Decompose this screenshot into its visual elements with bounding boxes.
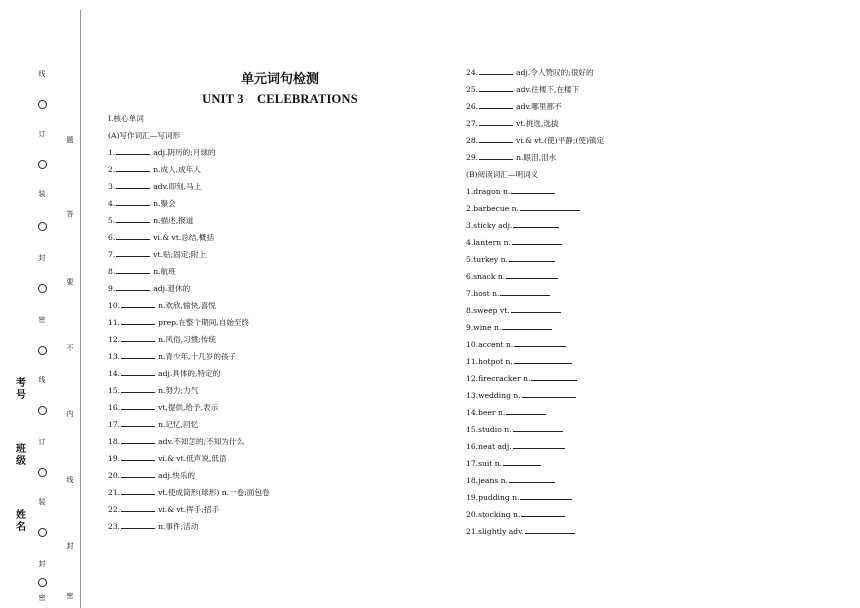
item-gloss: vi.& vt.低声说,低语 bbox=[158, 454, 227, 463]
meaning-blank[interactable] bbox=[513, 218, 559, 228]
vocab-item bbox=[466, 81, 604, 98]
item-gloss: adj.令人赞叹的;很好的 bbox=[516, 68, 594, 77]
seal-circle bbox=[38, 528, 47, 537]
seal-char: 装 bbox=[38, 190, 46, 198]
vocab-item bbox=[108, 518, 270, 535]
item-number: 16. bbox=[108, 403, 121, 412]
vocab-item bbox=[108, 144, 270, 161]
page-title: 单元词句检测 bbox=[240, 72, 319, 87]
seal-char: 内 bbox=[66, 410, 74, 418]
reading-item bbox=[466, 489, 604, 506]
reading-item bbox=[466, 217, 604, 234]
meaning-blank[interactable] bbox=[513, 422, 563, 432]
seal-char: 答 bbox=[66, 210, 74, 218]
vocab-item bbox=[108, 450, 270, 467]
item-number: 27. bbox=[466, 119, 479, 128]
meaning-blank[interactable] bbox=[500, 286, 550, 296]
seal-circle bbox=[38, 406, 47, 415]
seal-circle bbox=[38, 468, 47, 477]
name-label: 姓名 bbox=[16, 510, 26, 533]
answer-blank[interactable] bbox=[479, 82, 513, 92]
vocab-item bbox=[108, 365, 270, 382]
seal-char: 线 bbox=[66, 476, 74, 484]
reading-word: 7.host n. bbox=[466, 289, 500, 298]
meaning-blank[interactable] bbox=[506, 269, 558, 279]
answer-blank[interactable] bbox=[121, 349, 155, 359]
seal-char: 封 bbox=[38, 254, 46, 262]
item-gloss: n.记忆,回忆 bbox=[158, 420, 199, 429]
reading-word: 14.beer n. bbox=[466, 408, 506, 417]
answer-blank[interactable] bbox=[121, 366, 155, 376]
item-gloss: vi.& vt.总结,概括 bbox=[153, 233, 215, 242]
item-number: 2. bbox=[108, 165, 116, 174]
answer-blank[interactable] bbox=[479, 150, 513, 160]
answer-blank[interactable] bbox=[121, 400, 155, 410]
vocab-item bbox=[108, 229, 270, 246]
reading-item bbox=[466, 404, 604, 421]
part-a-heading: (A)写作词汇—写词形 bbox=[108, 131, 181, 140]
reading-item bbox=[466, 370, 604, 387]
reading-item bbox=[466, 523, 604, 540]
item-gloss: adj.快乐的 bbox=[158, 471, 196, 480]
meaning-blank[interactable] bbox=[511, 303, 561, 313]
seal-circle bbox=[38, 160, 47, 169]
answer-blank[interactable] bbox=[121, 417, 155, 427]
vocab-item bbox=[108, 484, 270, 501]
item-gloss: prep.在整个期间,自始至终 bbox=[158, 318, 250, 327]
vocab-item bbox=[108, 280, 270, 297]
meaning-blank[interactable] bbox=[502, 320, 552, 330]
meaning-blank[interactable] bbox=[513, 439, 565, 449]
answer-blank[interactable] bbox=[121, 502, 155, 512]
meaning-blank[interactable] bbox=[525, 524, 575, 534]
answer-blank[interactable] bbox=[116, 162, 150, 172]
vocab-item bbox=[108, 467, 270, 484]
seal-char: 订 bbox=[38, 130, 46, 138]
item-number: 23. bbox=[108, 522, 121, 531]
reading-word: 10.accent n. bbox=[466, 340, 514, 349]
item-number: 21. bbox=[108, 488, 121, 497]
item-number: 5. bbox=[108, 216, 116, 225]
item-number: 1. bbox=[108, 148, 116, 157]
item-number: 24. bbox=[466, 68, 479, 77]
answer-blank[interactable] bbox=[121, 332, 155, 342]
item-number: 12. bbox=[108, 335, 121, 344]
item-gloss: n.聚会 bbox=[153, 199, 176, 208]
item-gloss: adv.不知怎的;不知为什么 bbox=[158, 437, 245, 446]
seal-line-inner bbox=[63, 0, 77, 608]
reading-item bbox=[466, 506, 604, 523]
vocab-item bbox=[108, 263, 270, 280]
answer-blank[interactable] bbox=[479, 133, 513, 143]
seal-circle bbox=[38, 222, 47, 231]
item-number: 6. bbox=[108, 233, 116, 242]
vocab-item bbox=[108, 314, 270, 331]
answer-blank[interactable] bbox=[116, 145, 150, 155]
left-column bbox=[108, 110, 270, 535]
reading-word: 4.lantern n. bbox=[466, 238, 511, 247]
vocab-item bbox=[108, 331, 270, 348]
item-number: 8. bbox=[108, 267, 116, 276]
answer-blank[interactable] bbox=[121, 468, 155, 478]
item-gloss: vi.& vt.(使)平静;(使)镇定 bbox=[516, 136, 605, 145]
seal-circle bbox=[38, 578, 47, 587]
meaning-blank[interactable] bbox=[514, 354, 572, 364]
meaning-blank[interactable] bbox=[511, 184, 555, 194]
answer-blank[interactable] bbox=[116, 179, 150, 189]
seal-char: 不 bbox=[66, 344, 74, 352]
item-gloss: adv.往楼下,在楼下 bbox=[516, 85, 580, 94]
reading-word: 6.snack n. bbox=[466, 272, 506, 281]
seal-circle bbox=[38, 346, 47, 355]
seal-char: 线 bbox=[38, 376, 46, 384]
vocab-item bbox=[108, 416, 270, 433]
reading-item bbox=[466, 302, 604, 319]
answer-blank[interactable] bbox=[116, 196, 150, 206]
reading-item bbox=[466, 251, 604, 268]
section-heading: Ⅰ.核心单词 bbox=[108, 114, 144, 123]
answer-blank[interactable] bbox=[116, 247, 150, 257]
answer-blank[interactable] bbox=[121, 383, 155, 393]
item-gloss: vt.使成筒形(球形) n.一卷;面包卷 bbox=[158, 488, 270, 497]
item-gloss: n.欢欣,愉快,喜悦 bbox=[158, 301, 216, 310]
answer-blank[interactable] bbox=[116, 213, 150, 223]
answer-blank[interactable] bbox=[121, 451, 155, 461]
seal-char: 题 bbox=[66, 136, 74, 144]
item-gloss: adj.具体的,特定的 bbox=[158, 369, 221, 378]
meaning-blank[interactable] bbox=[514, 337, 566, 347]
reading-word: 3.sticky adj. bbox=[466, 221, 513, 230]
vocab-item bbox=[108, 178, 270, 195]
item-gloss: adj.退休的 bbox=[153, 284, 191, 293]
meaning-blank[interactable] bbox=[522, 388, 576, 398]
meaning-blank[interactable] bbox=[521, 507, 565, 517]
reading-item bbox=[466, 387, 604, 404]
item-gloss: adv.即刻,马上 bbox=[153, 182, 202, 191]
vocab-item bbox=[108, 382, 270, 399]
reading-item bbox=[466, 285, 604, 302]
answer-blank[interactable] bbox=[479, 99, 513, 109]
vocab-item bbox=[108, 161, 270, 178]
vocab-item bbox=[466, 149, 604, 166]
meaning-blank[interactable] bbox=[512, 235, 562, 245]
seal-circle bbox=[38, 100, 47, 109]
reading-item bbox=[466, 183, 604, 200]
seal-circle bbox=[38, 284, 47, 293]
seal-char: 线 bbox=[38, 70, 46, 78]
item-number: 11. bbox=[108, 318, 121, 327]
seal-char: 密 bbox=[66, 592, 74, 600]
item-number: 3. bbox=[108, 182, 116, 191]
item-number: 4. bbox=[108, 199, 116, 208]
answer-blank[interactable] bbox=[116, 230, 150, 240]
reading-item bbox=[466, 319, 604, 336]
item-number: 15. bbox=[108, 386, 121, 395]
item-number: 26. bbox=[466, 102, 479, 111]
item-gloss: n.描述,报道 bbox=[153, 216, 194, 225]
item-number: 20. bbox=[108, 471, 121, 480]
reading-item bbox=[466, 336, 604, 353]
item-number: 22. bbox=[108, 505, 121, 514]
item-number: 19. bbox=[108, 454, 121, 463]
item-number: 13. bbox=[108, 352, 121, 361]
reading-item bbox=[466, 353, 604, 370]
reading-item bbox=[466, 268, 604, 285]
item-gloss: n.航班 bbox=[153, 267, 176, 276]
seal-char: 封 bbox=[38, 560, 46, 568]
answer-blank[interactable] bbox=[121, 434, 155, 444]
seal-char: 要 bbox=[66, 278, 74, 286]
seal-char: 密 bbox=[38, 316, 46, 324]
item-gloss: vi.& vt.挥手;招手 bbox=[158, 505, 220, 514]
item-gloss: n.努力;力气 bbox=[158, 386, 199, 395]
vocab-item bbox=[466, 132, 604, 149]
item-gloss: adj.阴历的;月球的 bbox=[153, 148, 216, 157]
vocab-item bbox=[108, 297, 270, 314]
item-gloss: vt.挑选,选拔 bbox=[516, 119, 559, 128]
reading-word: 1.dragon n. bbox=[466, 187, 511, 196]
item-number: 18. bbox=[108, 437, 121, 446]
vocab-item bbox=[466, 115, 604, 132]
meaning-blank[interactable] bbox=[509, 252, 555, 262]
item-number: 14. bbox=[108, 369, 121, 378]
reading-item bbox=[466, 472, 604, 489]
item-gloss: adv.哪里都不 bbox=[516, 102, 562, 111]
item-gloss: n.青少年,十几岁的孩子 bbox=[158, 352, 237, 361]
meaning-blank[interactable] bbox=[520, 201, 580, 211]
meaning-blank[interactable] bbox=[520, 490, 572, 500]
exam-number-label: 考号 bbox=[16, 378, 26, 401]
answer-blank[interactable] bbox=[121, 485, 155, 495]
item-number: 17. bbox=[108, 420, 121, 429]
vocab-item bbox=[466, 64, 604, 81]
seal-char: 密 bbox=[38, 594, 46, 602]
seal-char: 装 bbox=[38, 498, 46, 506]
reading-word: 17.suit n. bbox=[466, 459, 503, 468]
reading-item bbox=[466, 438, 604, 455]
item-number: 7. bbox=[108, 250, 116, 259]
reading-word: 16.neat adj. bbox=[466, 442, 512, 451]
reading-item bbox=[466, 455, 604, 472]
vocab-item bbox=[108, 195, 270, 212]
item-number: 29. bbox=[466, 153, 479, 162]
item-gloss: n.成人,成年人 bbox=[153, 165, 201, 174]
answer-blank[interactable] bbox=[479, 116, 513, 126]
unit-title: UNIT 3 CELEBRATIONS bbox=[202, 92, 358, 106]
vocab-item bbox=[108, 399, 270, 416]
reading-item bbox=[466, 200, 604, 217]
vocab-item bbox=[108, 246, 270, 263]
meaning-blank[interactable] bbox=[531, 371, 577, 381]
vocab-item bbox=[466, 98, 604, 115]
item-number: 28. bbox=[466, 136, 479, 145]
reading-word: 18.jeans n. bbox=[466, 476, 508, 485]
vocab-item bbox=[108, 212, 270, 229]
class-label: 班级 bbox=[16, 444, 26, 467]
item-gloss: n.眼泪,泪水 bbox=[516, 153, 557, 162]
answer-blank[interactable] bbox=[479, 65, 513, 75]
item-number: 9. bbox=[108, 284, 116, 293]
item-gloss: n.事件;活动 bbox=[158, 522, 199, 531]
answer-blank[interactable] bbox=[121, 315, 155, 325]
part-b-heading: (B)阅读词汇—明词义 bbox=[466, 170, 539, 179]
reading-word: 8.sweep vt. bbox=[466, 306, 510, 315]
item-number: 10. bbox=[108, 301, 121, 310]
reading-word: 19.pudding n. bbox=[466, 493, 520, 502]
reading-word: 15.studio n. bbox=[466, 425, 512, 434]
reading-word: 11.hotpot n. bbox=[466, 357, 513, 366]
item-gloss: n.风俗,习惯;传统 bbox=[158, 335, 216, 344]
item-gloss: vt.提供,给予,表示 bbox=[158, 403, 219, 412]
reading-item bbox=[466, 421, 604, 438]
answer-blank[interactable] bbox=[121, 519, 155, 529]
reading-word: 2.barbecue n. bbox=[466, 204, 519, 213]
vocab-item bbox=[108, 348, 270, 365]
reading-word: 13.wedding n. bbox=[466, 391, 521, 400]
answer-blank[interactable] bbox=[116, 264, 150, 274]
binding-line bbox=[80, 10, 81, 608]
reading-word: 20.stocking n. bbox=[466, 510, 521, 519]
meaning-blank[interactable] bbox=[503, 456, 541, 466]
seal-char: 封 bbox=[66, 542, 74, 550]
reading-word: 5.turkey n. bbox=[466, 255, 508, 264]
meaning-blank[interactable] bbox=[509, 473, 555, 483]
seal-char: 订 bbox=[38, 438, 46, 446]
vocab-item bbox=[108, 433, 270, 450]
vocab-item bbox=[108, 501, 270, 518]
reading-word: 21.slightly adv. bbox=[466, 527, 524, 536]
reading-word: 9.wine n. bbox=[466, 323, 502, 332]
item-number: 25. bbox=[466, 85, 479, 94]
right-column bbox=[466, 64, 604, 540]
item-gloss: vt.贴;固定;附上 bbox=[153, 250, 207, 259]
answer-blank[interactable] bbox=[116, 281, 150, 291]
seal-line-outer bbox=[35, 0, 49, 608]
meaning-blank[interactable] bbox=[506, 405, 546, 415]
reading-item bbox=[466, 234, 604, 251]
answer-blank[interactable] bbox=[121, 298, 155, 308]
reading-word: 12.firecracker n. bbox=[466, 374, 531, 383]
